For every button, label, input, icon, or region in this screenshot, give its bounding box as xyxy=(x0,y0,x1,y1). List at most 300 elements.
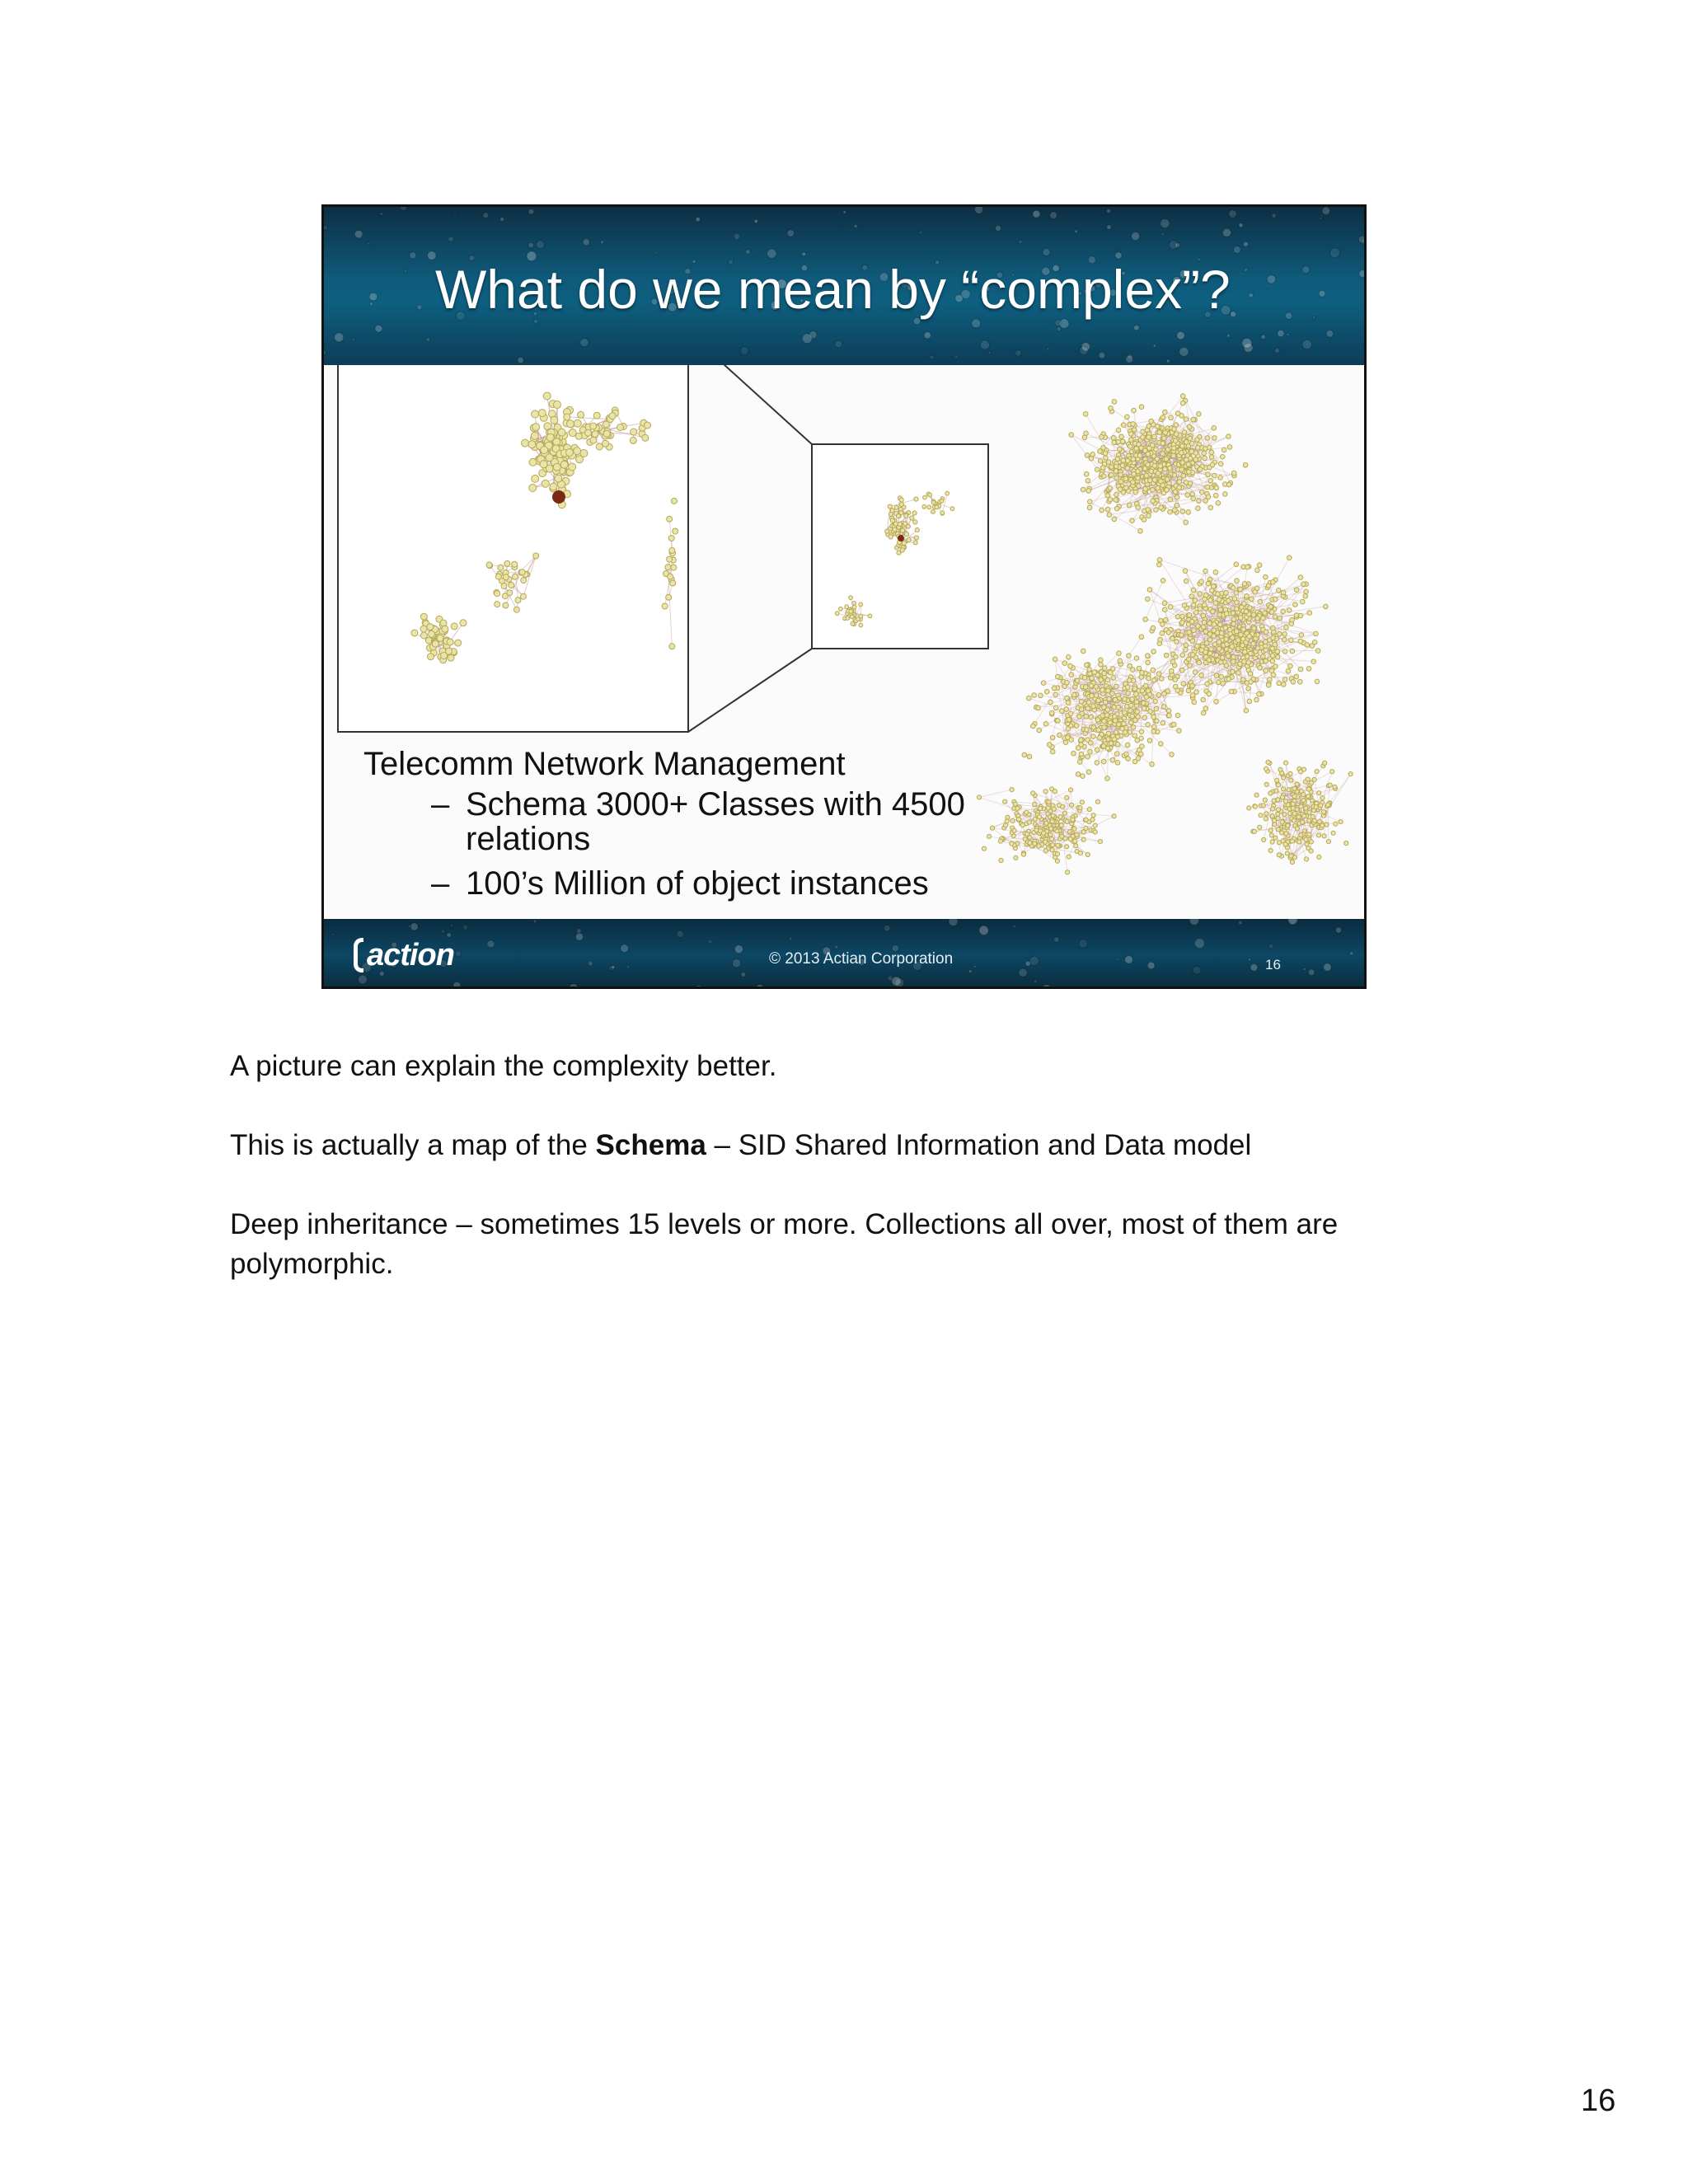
graph-node xyxy=(555,475,562,482)
graph-node xyxy=(1254,636,1259,641)
graph-node xyxy=(1270,840,1274,844)
graph-node xyxy=(1091,734,1096,739)
graph-node xyxy=(532,424,540,431)
graph-node xyxy=(578,411,584,418)
graph-node xyxy=(1057,733,1062,738)
graph-node xyxy=(1161,705,1166,710)
water-drop xyxy=(580,339,588,347)
graph-node xyxy=(1195,438,1200,443)
graph-node xyxy=(1160,677,1165,682)
graph-node xyxy=(1269,833,1273,837)
graph-node xyxy=(1082,435,1087,440)
graph-node xyxy=(662,603,668,609)
graph-node xyxy=(1179,451,1184,456)
graph-node xyxy=(1109,465,1114,470)
graph-node xyxy=(1110,758,1115,763)
graph-node xyxy=(1105,677,1110,682)
graph-node xyxy=(1106,688,1111,693)
graph-node xyxy=(1246,660,1251,665)
water-drop xyxy=(654,251,657,254)
graph-node xyxy=(1275,649,1280,654)
water-drop xyxy=(406,223,409,225)
graph-node xyxy=(1180,621,1185,626)
water-drop xyxy=(1239,921,1243,925)
graph-node xyxy=(1317,855,1321,859)
graph-node xyxy=(1083,412,1088,417)
graph-node xyxy=(1292,786,1296,790)
graph-node xyxy=(1146,435,1151,440)
water-drop xyxy=(968,970,972,973)
graph-node xyxy=(1290,860,1294,865)
water-drop xyxy=(426,338,430,342)
graph-node xyxy=(1240,677,1245,682)
graph-node xyxy=(1198,607,1203,612)
water-drop xyxy=(1029,933,1031,935)
graph-node xyxy=(1231,617,1236,622)
graph-node xyxy=(1079,752,1084,757)
graph-node xyxy=(1184,520,1189,525)
graph-node xyxy=(1112,517,1117,522)
graph-node xyxy=(1160,452,1165,457)
graph-node xyxy=(859,614,863,618)
graph-node xyxy=(668,574,673,579)
graph-node xyxy=(1136,476,1141,480)
water-drop xyxy=(1015,350,1021,356)
bullet-text: 100’s Million of object instances xyxy=(466,865,929,902)
graph-node xyxy=(1135,738,1140,743)
graph-node xyxy=(1179,467,1184,472)
graph-node xyxy=(1137,666,1142,671)
graph-node xyxy=(1236,638,1240,643)
graph-node xyxy=(1307,611,1312,616)
graph-node xyxy=(1109,670,1114,675)
graph-node xyxy=(1102,474,1107,479)
graph-node xyxy=(669,644,675,649)
water-drop xyxy=(1025,961,1030,966)
graph-node xyxy=(1103,451,1108,456)
graph-node xyxy=(1032,693,1037,698)
water-drop xyxy=(1126,355,1133,363)
graph-node xyxy=(1234,591,1239,596)
water-drop xyxy=(612,966,615,969)
graph-node xyxy=(1201,625,1206,630)
graph-hub xyxy=(552,490,565,504)
graph-node xyxy=(1091,725,1096,730)
graph-node xyxy=(1094,693,1099,698)
graph-node xyxy=(1263,611,1268,616)
graph-node xyxy=(1264,782,1268,786)
graph-node xyxy=(1255,646,1260,651)
graph-node xyxy=(1333,785,1337,789)
graph-node xyxy=(1043,790,1048,794)
graph-node xyxy=(447,639,453,645)
graph-node xyxy=(1121,458,1126,463)
graph-node xyxy=(910,516,914,520)
graph-node xyxy=(1101,446,1106,451)
graph-node xyxy=(1091,813,1095,818)
graph-node xyxy=(1209,647,1214,652)
graph-node xyxy=(1084,715,1089,719)
graph-node xyxy=(1113,697,1118,702)
graph-node xyxy=(1231,635,1236,640)
graph-node xyxy=(1130,697,1135,702)
graph-node xyxy=(1231,669,1236,674)
graph-node xyxy=(1169,668,1174,673)
water-drop xyxy=(1261,335,1265,339)
graph-node xyxy=(1155,719,1160,724)
graph-node xyxy=(1312,640,1317,645)
graph-node xyxy=(1280,795,1284,799)
notes-line xyxy=(230,1126,1466,1165)
graph-node xyxy=(922,504,926,509)
graph-node xyxy=(1282,649,1287,654)
graph-node xyxy=(630,437,636,443)
graph-node xyxy=(1287,555,1292,560)
graph-node xyxy=(1063,837,1067,841)
graph-node xyxy=(1081,487,1085,492)
graph-node xyxy=(1066,870,1070,874)
graph-node xyxy=(1153,699,1158,704)
graph-node xyxy=(1203,499,1208,504)
graph-node xyxy=(671,565,677,570)
graph-node xyxy=(665,565,671,570)
graph-node xyxy=(1146,676,1151,681)
graph-node xyxy=(428,654,434,660)
graph-node xyxy=(1164,653,1169,658)
graph-node xyxy=(1156,485,1160,490)
graph-node xyxy=(553,463,560,471)
graph-node xyxy=(1264,630,1268,635)
graph-node xyxy=(1077,715,1082,719)
graph-node xyxy=(1295,808,1299,812)
graph-node xyxy=(1182,430,1187,435)
graph-node xyxy=(451,623,457,630)
graph-node xyxy=(849,596,853,600)
graph-node xyxy=(1294,674,1299,679)
water-drop xyxy=(1057,327,1061,331)
graph-node xyxy=(888,504,892,509)
graph-node xyxy=(1224,612,1229,616)
graph-node xyxy=(554,401,561,409)
graph-node xyxy=(838,607,842,611)
graph-node xyxy=(1101,744,1106,749)
graph-node xyxy=(1207,621,1212,626)
graph-node xyxy=(1200,490,1205,494)
graph-node xyxy=(893,522,898,526)
graph-node xyxy=(1339,820,1343,824)
graph-node xyxy=(1112,440,1117,445)
graph-node xyxy=(1175,495,1179,500)
graph-node xyxy=(1218,462,1223,466)
graph-node xyxy=(1231,471,1236,476)
graph-node xyxy=(1306,667,1311,672)
graph-node xyxy=(1185,493,1190,498)
graph-node xyxy=(1271,579,1276,584)
graph-node xyxy=(669,548,675,554)
graph-node xyxy=(1066,701,1071,705)
graph-node xyxy=(1296,815,1301,819)
graph-node xyxy=(1234,629,1239,634)
graph-node xyxy=(1323,761,1327,765)
water-drop xyxy=(1189,919,1198,925)
graph-node xyxy=(1093,823,1097,827)
graph-node xyxy=(1141,429,1146,434)
graph-node xyxy=(1114,752,1119,757)
graph-node xyxy=(1212,634,1217,639)
graph-node xyxy=(940,511,945,515)
water-drop xyxy=(1244,268,1247,271)
graph-node xyxy=(1303,594,1308,599)
graph-node xyxy=(1081,649,1086,654)
graph-node xyxy=(1088,749,1093,754)
graph-node xyxy=(1264,640,1268,644)
slide-caption xyxy=(363,744,1026,901)
graph-node xyxy=(543,392,551,400)
graph-node xyxy=(1193,611,1198,616)
graph-node xyxy=(1226,434,1231,439)
graph-node xyxy=(590,423,597,429)
water-drop xyxy=(924,332,931,339)
water-drop xyxy=(789,938,791,940)
graph-node xyxy=(1089,715,1094,719)
graph-node xyxy=(1043,840,1048,844)
graph-node xyxy=(1195,445,1200,450)
graph-node xyxy=(1033,841,1037,846)
caption-bullet xyxy=(415,787,1026,856)
graph-node xyxy=(1075,678,1080,683)
graph-node xyxy=(1298,667,1303,672)
graph-node xyxy=(1184,643,1189,648)
zoom-connector-top xyxy=(688,365,812,444)
graph-node xyxy=(1177,485,1182,490)
graph-node xyxy=(1105,707,1110,712)
graph-node xyxy=(1320,823,1325,827)
graph-node xyxy=(1090,818,1095,822)
zoom-large-box xyxy=(338,365,688,732)
water-drop xyxy=(974,966,976,968)
graph-node xyxy=(1107,513,1112,518)
graph-node xyxy=(1304,806,1308,810)
graph-node xyxy=(667,556,673,562)
graph-node xyxy=(1132,733,1137,738)
graph-node xyxy=(1273,597,1278,602)
graph-node xyxy=(1165,689,1170,694)
water-drop xyxy=(746,250,751,255)
graph-node xyxy=(1065,845,1069,849)
graph-node xyxy=(1108,720,1113,725)
graph-node xyxy=(1252,626,1257,631)
graph-node xyxy=(1206,581,1211,586)
graph-node xyxy=(529,485,537,492)
graph-node xyxy=(1173,490,1178,494)
graph-node xyxy=(1163,430,1168,435)
graph-node xyxy=(1109,406,1114,411)
water-drop xyxy=(806,988,811,990)
graph-node xyxy=(1282,813,1287,817)
water-drop xyxy=(380,213,382,215)
graph-node xyxy=(893,527,897,532)
graph-node xyxy=(1199,673,1204,678)
graph-node xyxy=(1334,822,1338,826)
graph-node xyxy=(1290,649,1295,654)
water-drop xyxy=(1118,250,1120,251)
graph-node xyxy=(1315,679,1320,684)
water-drop xyxy=(1275,349,1280,354)
graph-node xyxy=(1190,492,1195,497)
graph-node xyxy=(1246,687,1251,691)
water-drop xyxy=(453,982,461,989)
graph-node xyxy=(898,522,902,526)
water-drop xyxy=(588,961,593,966)
graph-node xyxy=(1324,604,1329,609)
graph-node xyxy=(1171,453,1176,458)
graph-node xyxy=(1239,632,1244,637)
water-drop xyxy=(1075,230,1077,232)
graph-node xyxy=(1299,633,1304,638)
graph-node xyxy=(1212,473,1217,478)
graph-node xyxy=(1309,849,1313,853)
graph-node xyxy=(1053,705,1058,710)
water-drop xyxy=(1250,964,1258,972)
graph-node xyxy=(1085,728,1090,733)
graph-node xyxy=(1105,494,1110,499)
water-drop xyxy=(979,926,988,935)
water-drop xyxy=(1335,927,1341,933)
slide-body xyxy=(324,365,1364,919)
water-drop xyxy=(577,929,582,934)
graph-node xyxy=(1140,688,1145,693)
graph-node xyxy=(1114,476,1119,480)
graph-node xyxy=(1289,778,1293,782)
graph-node xyxy=(1132,408,1137,413)
graph-node xyxy=(1212,426,1217,431)
water-drop xyxy=(483,213,489,218)
graph-node xyxy=(1344,841,1348,846)
graph-node xyxy=(913,520,917,524)
graph-node xyxy=(1152,463,1157,468)
graph-node xyxy=(1037,844,1041,848)
graph-node xyxy=(1123,730,1128,735)
graph-node xyxy=(1311,659,1316,664)
water-drop xyxy=(324,225,328,230)
water-drop xyxy=(1267,275,1276,284)
graph-node xyxy=(540,461,547,468)
water-drop xyxy=(1302,266,1310,274)
graph-node xyxy=(1273,836,1278,840)
graph-node xyxy=(1146,597,1151,602)
graph-node xyxy=(1197,412,1202,417)
water-drop xyxy=(1019,968,1027,977)
graph-node xyxy=(1050,749,1055,754)
graph-node xyxy=(1268,849,1273,853)
graph-node xyxy=(1114,469,1118,474)
graph-node xyxy=(1172,508,1177,513)
graph-node xyxy=(1248,606,1253,611)
graph-node xyxy=(1135,710,1140,715)
graph-node xyxy=(1149,419,1154,424)
graph-node xyxy=(1236,670,1241,675)
graph-node xyxy=(432,640,438,647)
graph-node xyxy=(1221,682,1226,687)
graph-node xyxy=(927,505,931,509)
graph-node xyxy=(1165,477,1170,482)
graph-node xyxy=(1114,506,1119,511)
graph-node xyxy=(1242,659,1247,664)
graph-node xyxy=(1051,813,1055,818)
graph-node xyxy=(1321,810,1325,814)
graph-node xyxy=(1180,394,1185,399)
graph-node xyxy=(851,621,855,626)
graph-node xyxy=(1241,627,1246,632)
graph-node xyxy=(596,443,603,450)
graph-node xyxy=(1142,715,1147,720)
graph-node xyxy=(1092,670,1097,675)
graph-node xyxy=(1252,829,1256,833)
graph-node xyxy=(1114,492,1119,497)
graph-node xyxy=(1291,802,1295,806)
graph-node xyxy=(1270,659,1275,664)
graph-node xyxy=(1137,484,1142,489)
graph-node xyxy=(1315,770,1319,774)
graph-node xyxy=(1187,630,1192,635)
water-drop xyxy=(854,224,857,227)
graph-node xyxy=(1117,651,1122,656)
graph-node xyxy=(1084,818,1088,822)
graph-node xyxy=(1272,799,1276,803)
graph-node xyxy=(1175,713,1180,718)
water-drop xyxy=(1226,334,1230,337)
graph-node xyxy=(928,493,932,497)
water-drop xyxy=(1134,326,1139,330)
graph-node xyxy=(1184,579,1189,583)
graph-node xyxy=(1066,727,1071,732)
graph-node xyxy=(1098,459,1103,464)
water-drop xyxy=(454,214,456,216)
graph-node xyxy=(1264,766,1268,771)
graph-node xyxy=(1069,433,1074,438)
graph-node xyxy=(1116,722,1121,727)
graph-node xyxy=(1139,635,1144,640)
water-drop xyxy=(1147,962,1155,969)
graph-node xyxy=(1151,499,1156,504)
graph-node xyxy=(1042,831,1046,835)
graph-node xyxy=(513,607,519,612)
graph-node xyxy=(1191,496,1196,501)
graph-node xyxy=(1064,707,1069,712)
graph-node xyxy=(1298,639,1303,644)
graph-node xyxy=(1186,622,1191,627)
water-drop xyxy=(500,218,504,222)
graph-node xyxy=(912,511,917,515)
graph-node xyxy=(907,538,911,542)
graph-node xyxy=(1289,638,1294,643)
graph-node xyxy=(1262,837,1266,841)
graph-node xyxy=(1053,657,1057,662)
water-drop xyxy=(1214,957,1216,958)
water-drop xyxy=(1179,347,1189,356)
graph-node xyxy=(1295,782,1299,786)
graph-node xyxy=(1133,490,1138,494)
graph-node xyxy=(1065,696,1070,701)
graph-node xyxy=(1217,680,1221,685)
graph-node xyxy=(1118,487,1123,492)
graph-node xyxy=(519,569,525,575)
water-drop xyxy=(1312,316,1315,320)
graph-node xyxy=(950,507,954,511)
water-drop xyxy=(1029,956,1039,965)
graph-node xyxy=(1105,507,1110,512)
graph-node xyxy=(1299,804,1303,808)
